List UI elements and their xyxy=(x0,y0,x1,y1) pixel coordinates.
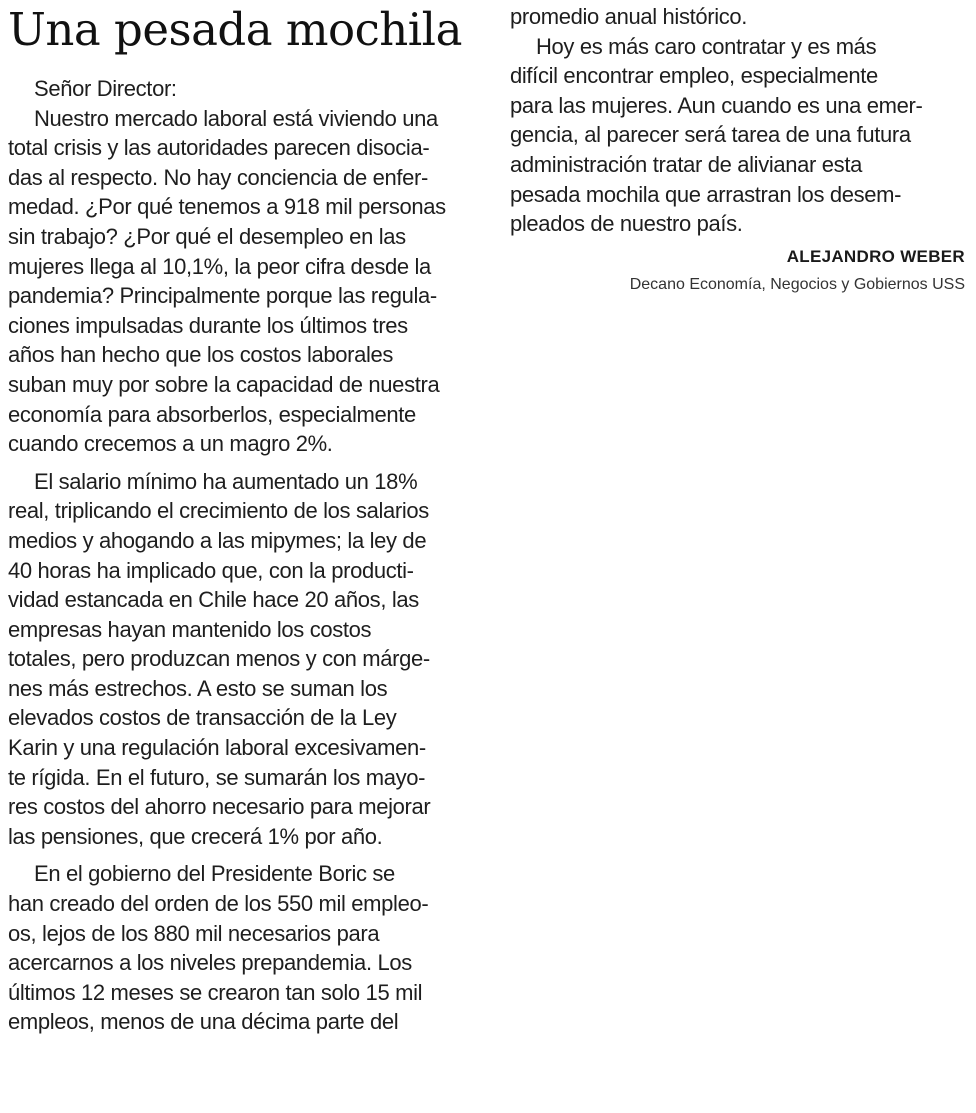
text-line: total crisis y las autoridades parecen disocia- xyxy=(8,135,430,161)
text-line: difícil encontrar empleo, especialmente xyxy=(510,63,878,89)
headline: Una pesada mochila xyxy=(8,3,462,56)
paragraph-3 xyxy=(8,859,468,1037)
text-line: han creado del orden de los 550 mil empleo- xyxy=(8,891,429,917)
text-line: empresas hayan mantenido los costos xyxy=(8,616,372,642)
text-line: últimos 12 meses se crearon tan solo 15 mil xyxy=(8,979,423,1005)
text-line: pesada mochila que arrastran los desem- xyxy=(510,181,902,207)
text-line: pandemia? Principalmente porque las regula- xyxy=(8,283,437,309)
text-line: promedio anual histórico. xyxy=(510,4,748,29)
text-line: ciones impulsadas durante los últimos tres xyxy=(8,312,408,338)
salutation: Señor Director: xyxy=(34,76,177,101)
paragraph-4 xyxy=(510,32,965,239)
paragraph-2 xyxy=(8,467,468,852)
author-name: ALEJANDRO WEBER xyxy=(786,246,965,266)
text-line: 40 horas ha implicado que, con la producti- xyxy=(8,557,414,583)
text-line: medad. ¿Por qué tenemos a 918 mil personas xyxy=(8,194,446,220)
paragraph-3-continued xyxy=(510,2,965,32)
text-line: res costos del ahorro necesario para mejorar xyxy=(8,794,431,820)
text-line: elevados costos de transacción de la Ley xyxy=(8,705,397,731)
right-column xyxy=(510,2,965,297)
text-line: Nuestro mercado laboral está viviendo una xyxy=(34,105,438,131)
text-line: vidad estancada en Chile hace 20 años, las xyxy=(8,587,419,613)
text-line: te rígida. En el futuro, se sumarán los mayo- xyxy=(8,764,426,790)
text-line: cuando crecemos a un magro 2%. xyxy=(8,431,333,457)
text-line: nes más estrechos. A esto se suman los xyxy=(8,675,388,701)
text-line: empleos, menos de una décima parte del xyxy=(8,1009,399,1035)
text-line: En el gobierno del Presidente Boric se xyxy=(34,861,395,887)
text-line: totales, pero produzcan menos y con márge- xyxy=(8,646,430,672)
text-line: administración tratar de alivianar esta xyxy=(510,151,862,177)
text-line: mujeres llega al 10,1%, la peor cifra desde la xyxy=(8,253,431,279)
text-line: economía para absorberlos, especialmente xyxy=(8,401,416,427)
text-line: El salario mínimo ha aumentado un 18% xyxy=(34,468,418,494)
paragraph-1 xyxy=(8,104,468,459)
text-line: medios y ahogando a las mipymes; la ley de xyxy=(8,527,427,553)
author-title: Decano Economía, Negocios y Gobiernos USS xyxy=(629,275,965,293)
text-line: las pensiones, que crecerá 1% por año. xyxy=(8,823,383,849)
text-line: años han hecho que los costos laborales xyxy=(8,342,394,368)
text-line: Hoy es más caro contratar y es más xyxy=(536,33,877,59)
text-line: das al respecto. No hay conciencia de enfer- xyxy=(8,164,428,190)
text-line: os, lejos de los 880 mil necesarios para xyxy=(8,920,380,946)
text-line: Karin y una regulación laboral excesivamen- xyxy=(8,735,426,761)
text-line: sin trabajo? ¿Por qué el desempleo en las xyxy=(8,223,406,249)
left-column xyxy=(8,0,468,1037)
text-line: pleados de nuestro país. xyxy=(510,211,743,237)
text-line: real, triplicando el crecimiento de los salarios xyxy=(8,498,429,524)
text-line: para las mujeres. Aun cuando es una emer- xyxy=(510,92,923,118)
text-line: suban muy por sobre la capacidad de nuestra xyxy=(8,371,440,397)
text-line: gencia, al parecer será tarea de una futura xyxy=(510,122,911,148)
text-line: acercarnos a los niveles prepandemia. Los xyxy=(8,950,412,976)
